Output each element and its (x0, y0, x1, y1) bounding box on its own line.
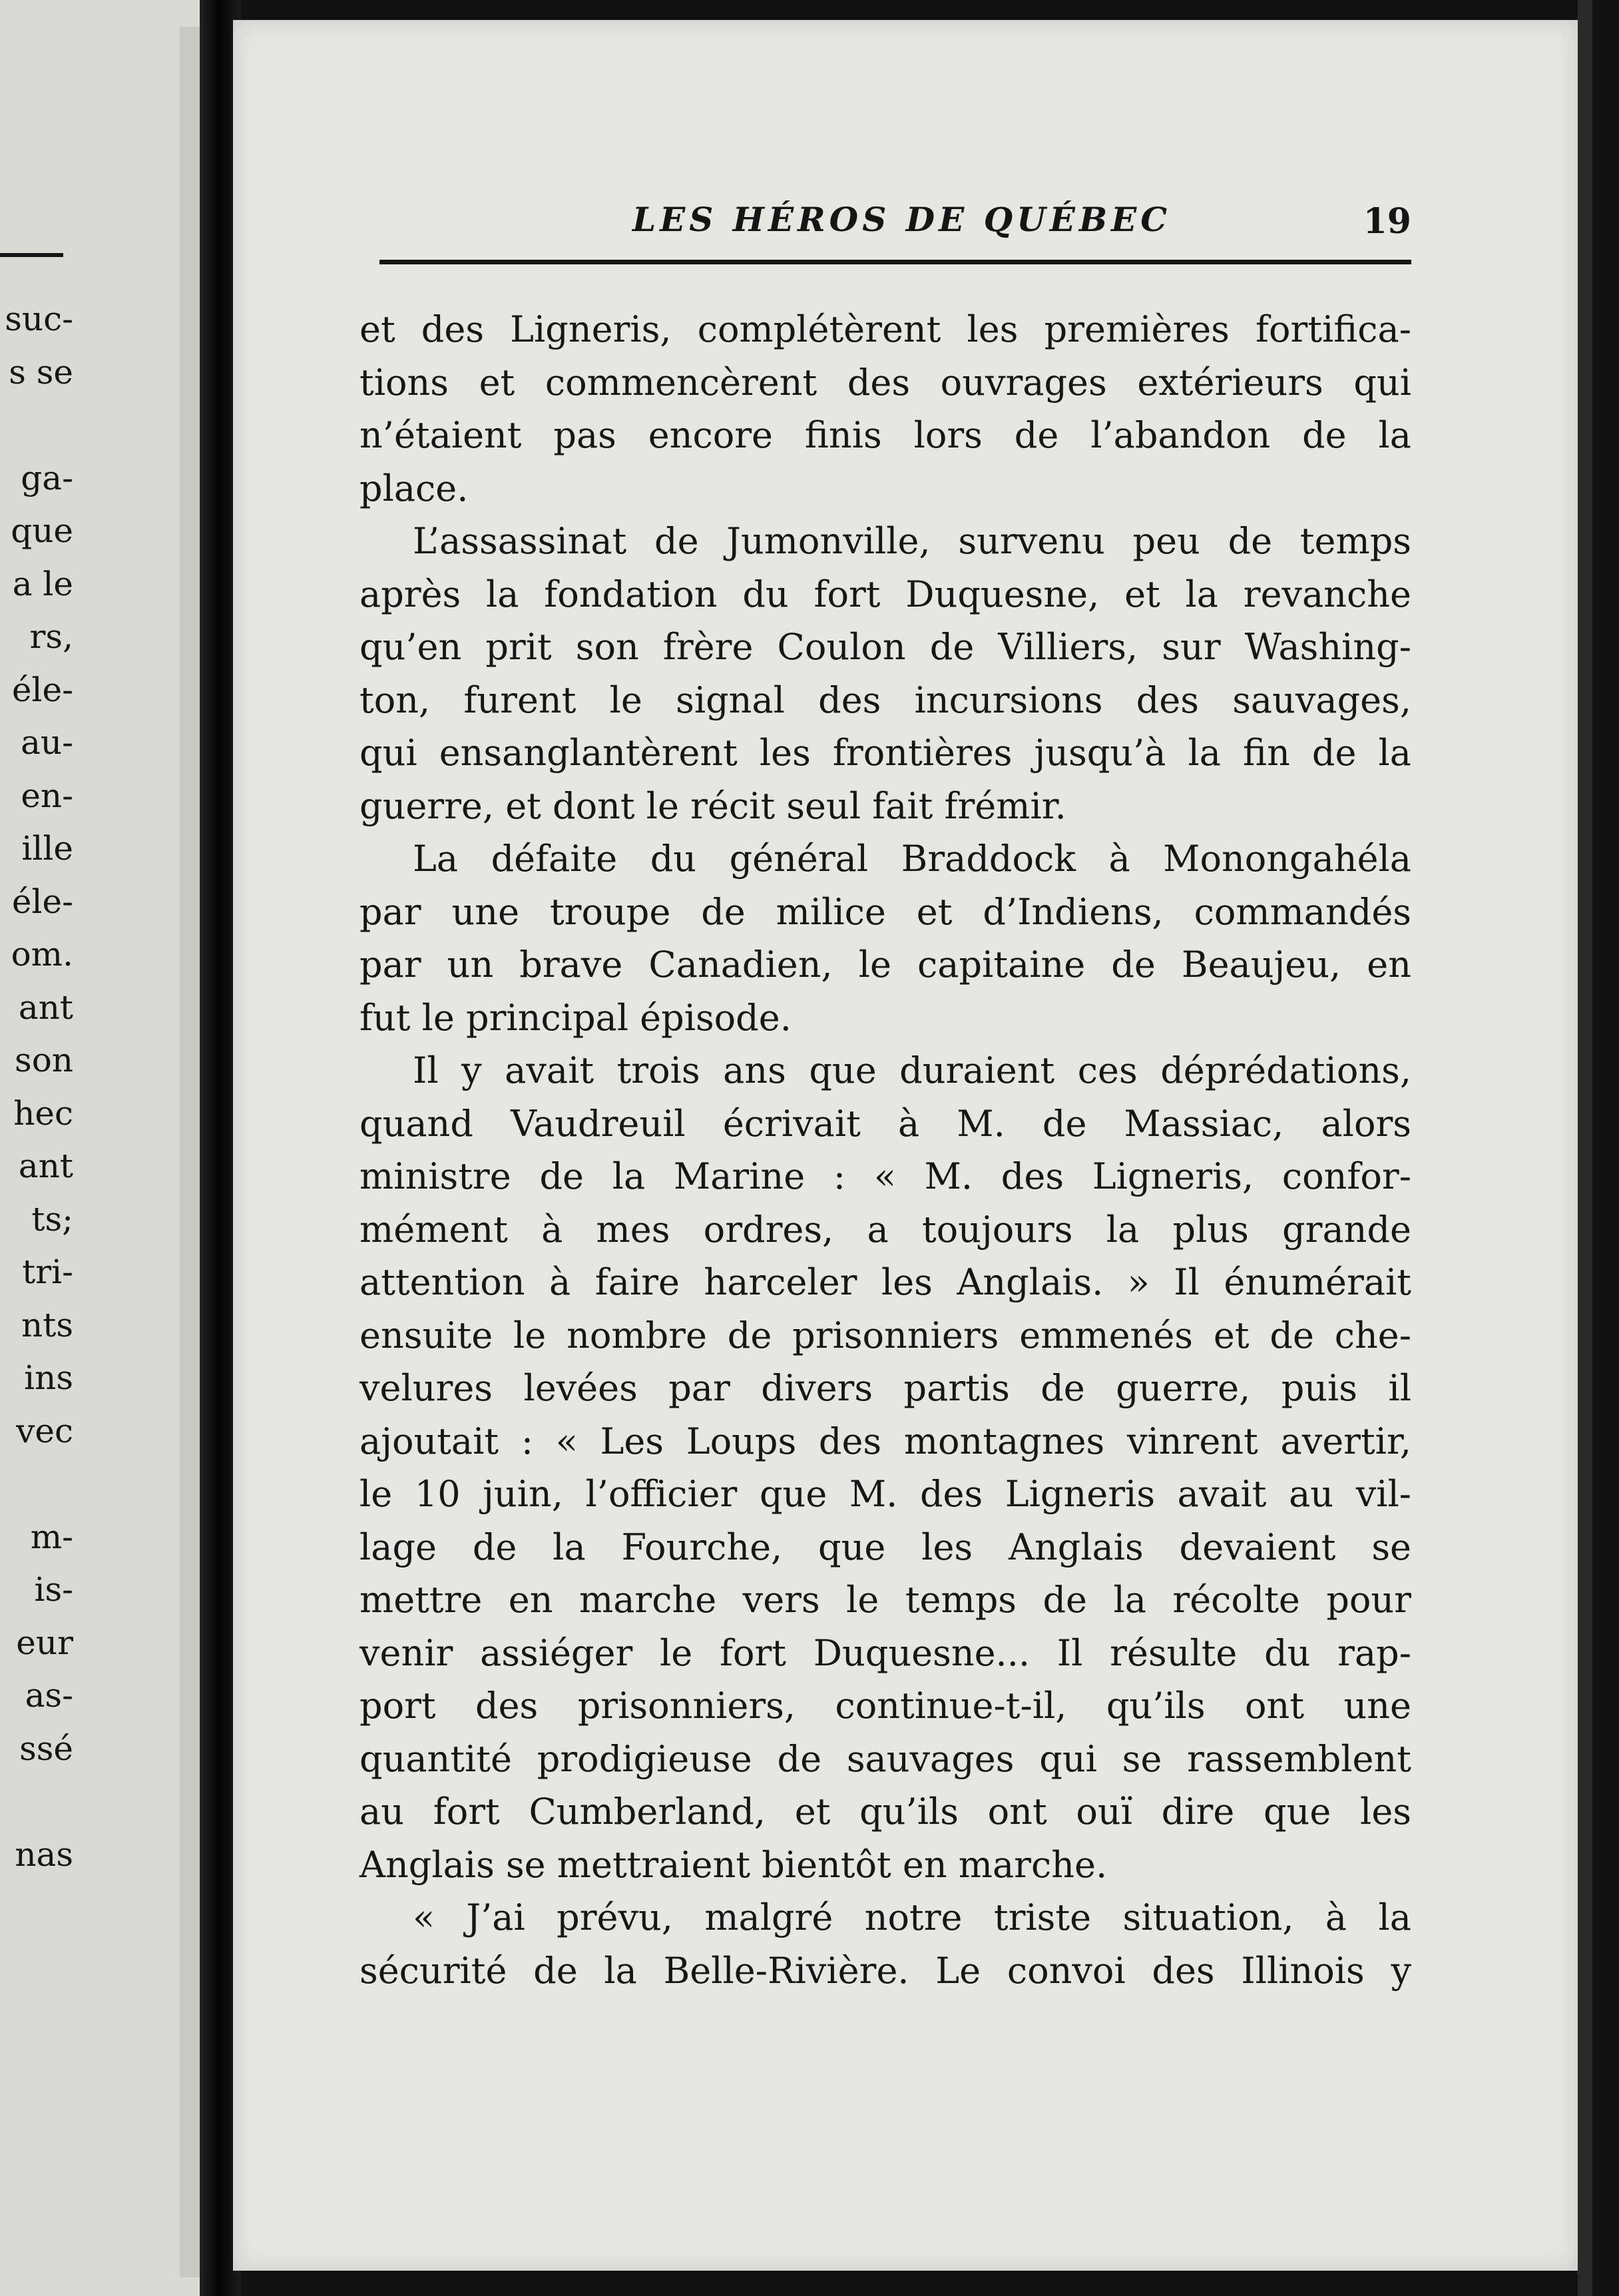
fragment-line: a le (12, 564, 73, 603)
text-line: fut le principal épisode. (359, 996, 792, 1039)
page-number: 19 (1363, 201, 1411, 242)
fragment-line: as- (25, 1676, 73, 1715)
text-line: ensuite le nombre de prisonniers emmenés et de che- (359, 1314, 1411, 1356)
text-line: mément à mes ordres, a toujours la plus grande (359, 1208, 1411, 1251)
fragment-line: ga- (21, 458, 73, 497)
fragment-line: m- (30, 1517, 73, 1556)
text-line: L’assassinat de Jumonville, survenu peu de temps (413, 520, 1411, 562)
fragment-line: hec (13, 1093, 73, 1133)
fragment-line: que (11, 511, 73, 550)
fragment-line: nas (15, 1835, 73, 1874)
fragment-line (0, 1775, 73, 1829)
text-line: par une troupe de milice et d’Indiens, commandés (359, 890, 1411, 933)
text-line: n’étaient pas encore finis lors de l’abandon de la (359, 414, 1411, 456)
page-edge-shadow (1578, 0, 1592, 2296)
fragment-line: suc- (5, 300, 73, 338)
fragment-line: om. (11, 935, 73, 974)
text-line: La défaite du général Braddock à Monongahéla (413, 838, 1411, 880)
text-line: mettre en marche vers le temps de la récolte pour (359, 1579, 1411, 1621)
fragment-line: is- (34, 1570, 73, 1609)
text-line: place. (359, 467, 469, 509)
text-line: le 10 juin, l’officier que M. des Ligneris avait au vil- (359, 1473, 1411, 1515)
fragment-line: en- (21, 776, 73, 815)
header-rule (379, 260, 1411, 264)
text-line: ton, furent le signal des incursions des sauvages, (359, 679, 1411, 721)
text-line: attention à faire harceler les Anglais. » Il énumérait (359, 1261, 1411, 1303)
text-line: quand Vaudreuil écrivait à M. de Massiac, alors (359, 1102, 1411, 1145)
text-line: guerre, et dont le récit seul fait frémir. (359, 784, 1066, 827)
text-line: tions et commencèrent des ouvrages extérieurs qui (359, 361, 1411, 404)
text-line: après la fondation du fort Duquesne, et la revanche (359, 573, 1411, 615)
text-line: quantité prodigieuse de sauvages qui se rassemblent (359, 1737, 1411, 1780)
text-line: sécurité de la Belle-Rivière. Le convoi des Illinois y (359, 1949, 1411, 1992)
text-line: Il y avait trois ans que duraient ces déprédations, (413, 1049, 1411, 1091)
text-line: « J’ai prévu, malgré notre triste situation, à la (413, 1896, 1411, 1938)
page-header (399, 200, 1411, 253)
fragment-line: ssé (19, 1729, 73, 1768)
fragment-line: éle- (11, 882, 73, 921)
fragment-line: ts; (31, 1199, 73, 1239)
text-line: ministre de la Marine : « M. des Ligneris, confor- (359, 1155, 1411, 1197)
fragment-line: nts (21, 1305, 73, 1344)
fragment-line: ille (21, 829, 73, 868)
fragment-line: éle- (11, 670, 73, 709)
fragment-line: vec (16, 1411, 73, 1450)
running-title: LES HÉROS DE QUÉBEC (632, 200, 1172, 239)
fragment-line: eur (16, 1623, 73, 1662)
text-line: par un brave Canadien, le capitaine de Beaujeu, en (359, 944, 1411, 986)
fragment-line (0, 1458, 73, 1511)
fragment-line: rs, (29, 617, 73, 656)
text-line: Anglais se mettraient bientôt en marche. (359, 1843, 1108, 1886)
body-text (359, 303, 1411, 1997)
previous-page-header-rule (0, 253, 63, 257)
text-line: qui ensanglantèrent les frontières jusqu’à la fin de la (359, 732, 1411, 774)
fragment-line: ant (18, 988, 73, 1027)
fragment-line: ins (24, 1358, 73, 1397)
text-line: velures levées par divers partis de guerre, puis il (359, 1367, 1411, 1409)
text-line: lage de la Fourche, que les Anglais devaient se (359, 1526, 1411, 1568)
text-line: venir assiéger le fort Duquesne... Il résulte du rap- (359, 1631, 1411, 1674)
text-line: ajoutait : « Les Loups des montagnes vinrent avertir, (359, 1420, 1411, 1462)
fragment-line: son (15, 1041, 73, 1079)
fragment-line (0, 399, 73, 452)
text-line: au fort Cumberland, et qu’ils ont ouï dire que les (359, 1791, 1411, 1833)
text-line: qu’en prit son frère Coulon de Villiers, sur Washing- (359, 626, 1411, 668)
fragment-line: tri- (22, 1253, 73, 1291)
fragment-line: ant (18, 1147, 73, 1185)
fragment-line: au- (21, 723, 73, 762)
previous-page-edge (0, 0, 200, 2296)
text-line: et des Ligneris, complétèrent les premières fortifica- (359, 308, 1411, 350)
text-line: port des prisonniers, continue-t-il, qu’ils ont une (359, 1685, 1411, 1727)
previous-page-text-fragments (0, 293, 73, 1881)
fragment-line: s se (9, 352, 73, 392)
